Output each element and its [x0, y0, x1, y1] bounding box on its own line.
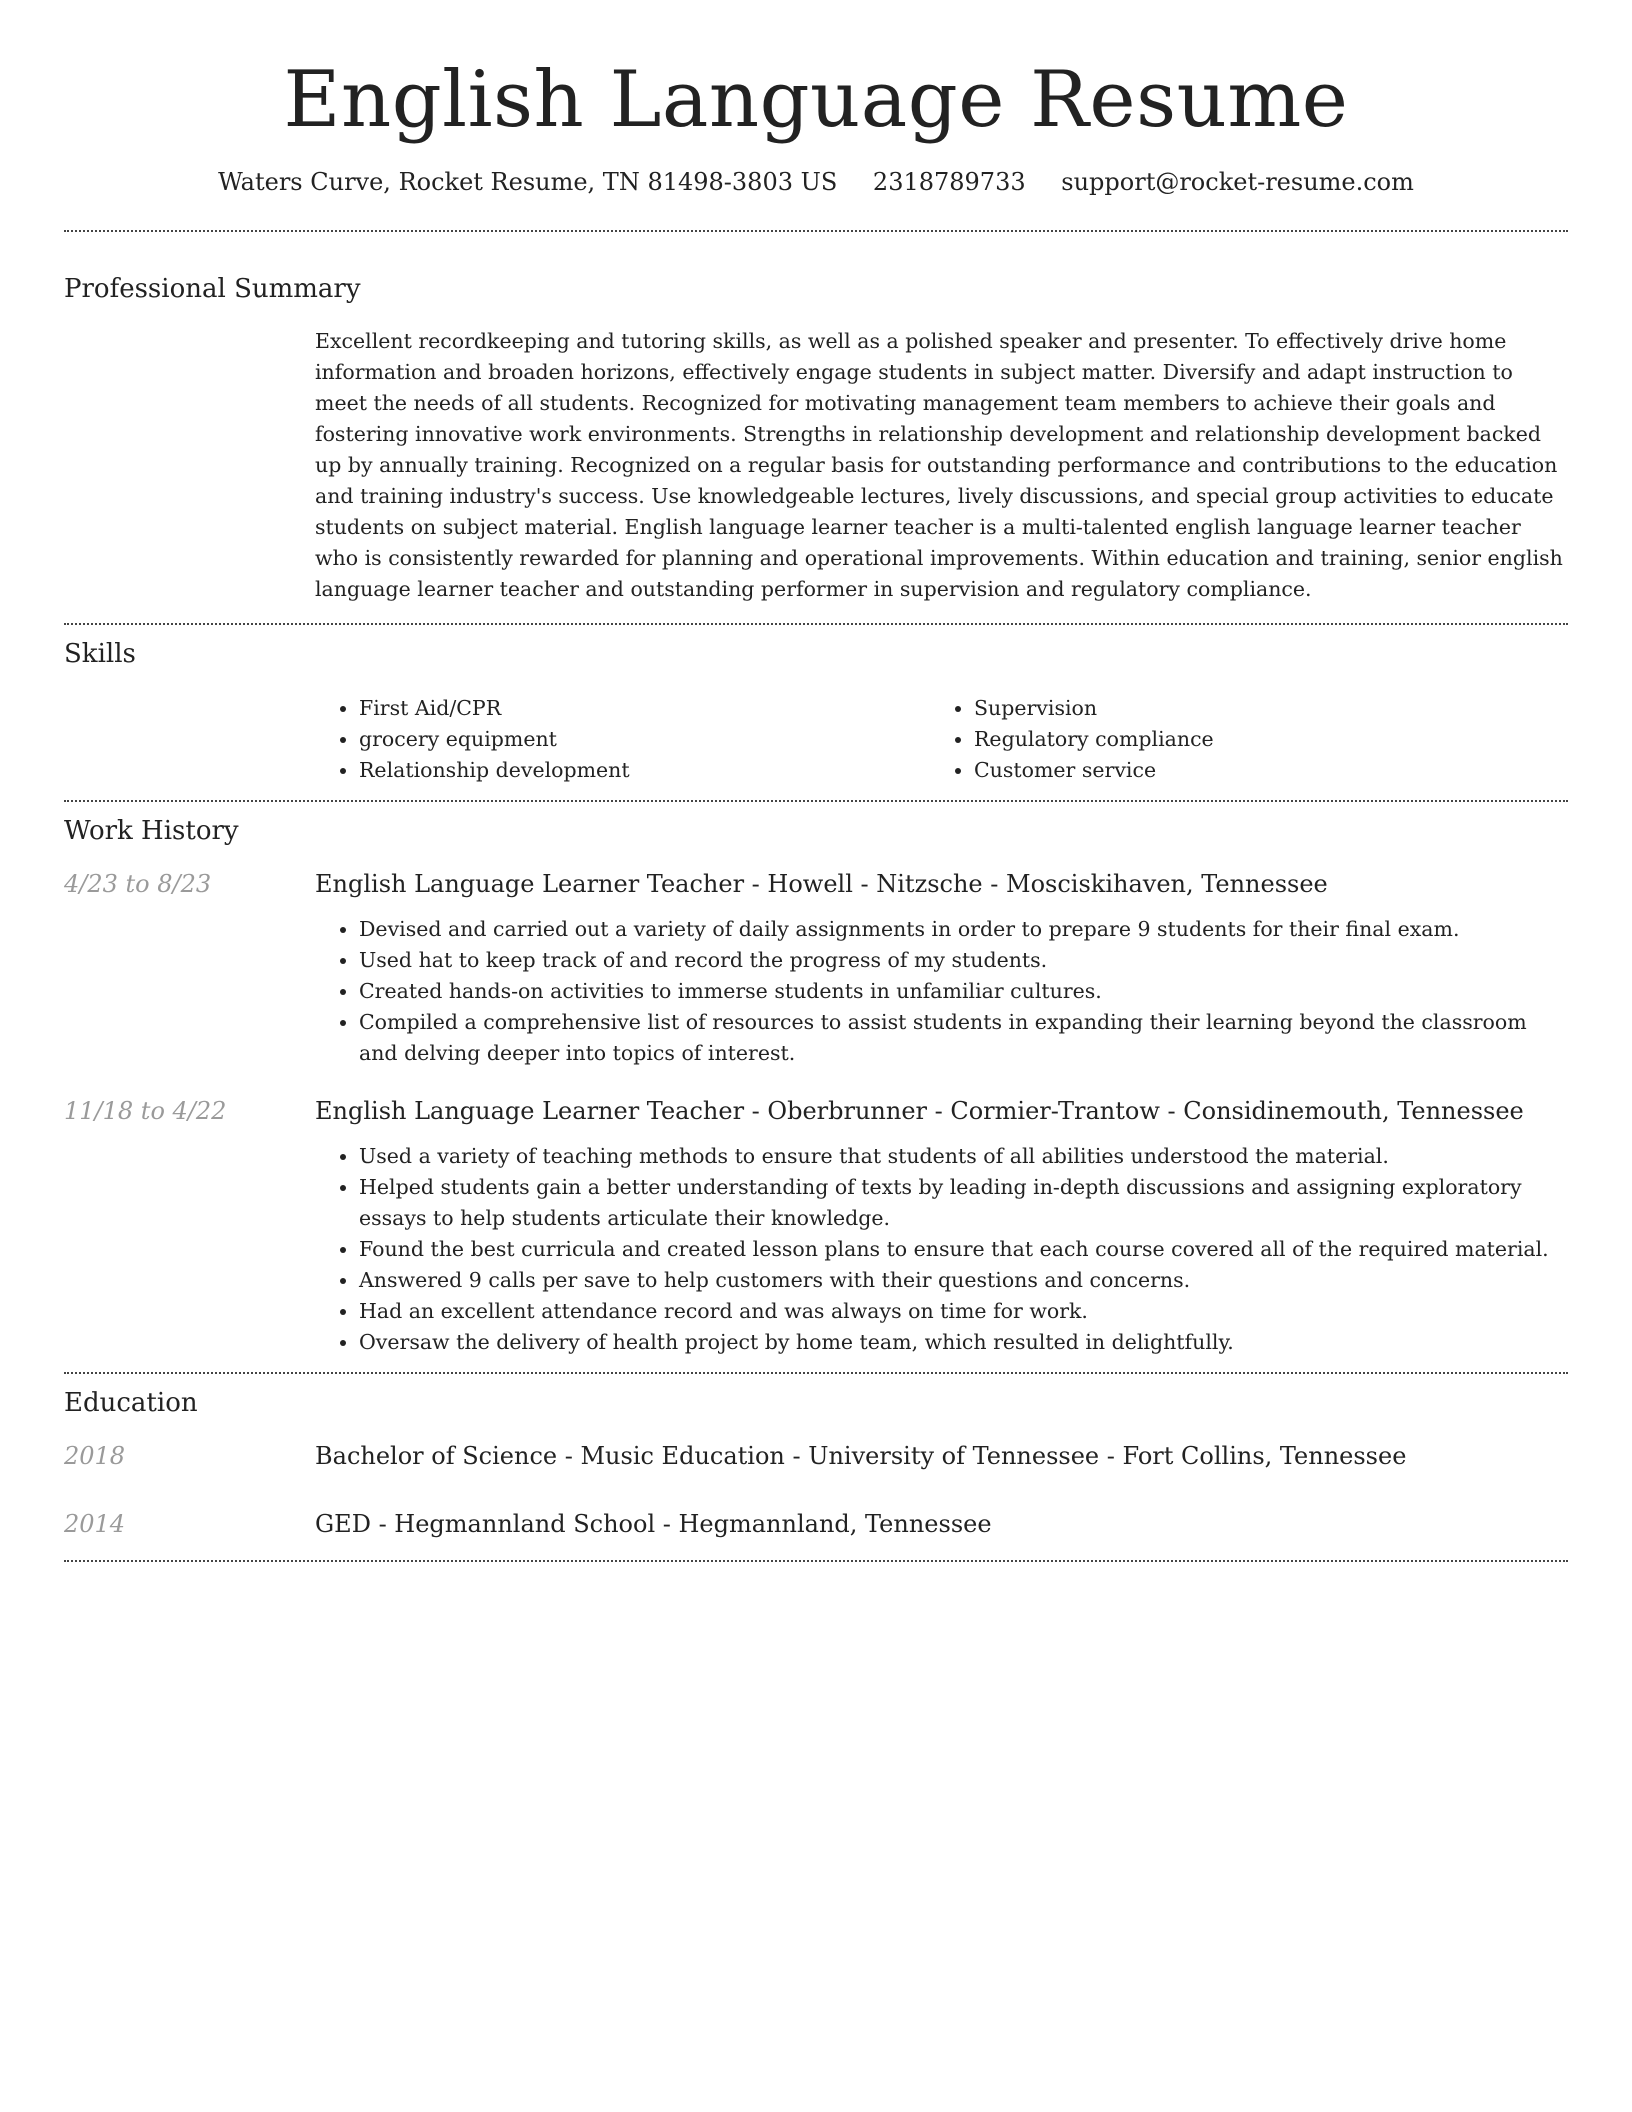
duty-item: • Oversaw the delivery of health project by home team, which resulted in delightfully.	[359, 1327, 1568, 1358]
divider	[64, 800, 1568, 802]
divider	[64, 623, 1568, 625]
skill-item: • Relationship development	[359, 755, 930, 786]
job-content	[315, 1095, 1568, 1358]
skills-column-left	[315, 693, 930, 786]
resume-name: English Language Resume	[283, 55, 1349, 145]
education-entry	[64, 1508, 1568, 1540]
job-title: English Language Learner Teacher - Howell - Nitzsche - Mosciskihaven, Tennessee	[315, 870, 1328, 898]
skills-heading: Skills	[64, 639, 136, 669]
contact-email: support@rocket-resume.com	[1061, 168, 1414, 196]
work-history-heading: Work History	[64, 816, 239, 846]
job-entry	[64, 868, 1568, 1069]
contact-line	[64, 166, 1568, 198]
duty-item: • Created hands-on activities to immerse students in unfamiliar cultures.	[359, 976, 1568, 1007]
duty-item: • Found the best curricula and created lesson plans to ensure that each course covered all of the required material.	[359, 1234, 1568, 1265]
education-year: 2018	[64, 1442, 126, 1470]
skill-item: • Customer service	[974, 755, 1545, 786]
skill-item: • grocery equipment	[359, 724, 930, 755]
skill-item: • Regulatory compliance	[974, 724, 1545, 755]
job-content	[315, 868, 1568, 1069]
job-duties	[315, 1141, 1568, 1358]
skills-column-right	[930, 693, 1545, 786]
duty-item: • Devised and carried out a variety of daily assignments in order to prepare 9 students for their final exam.	[359, 914, 1568, 945]
divider	[64, 230, 1568, 232]
job-dates: 4/23 to 8/23	[64, 870, 212, 898]
summary-text: Excellent recordkeeping and tutoring skills, as well as a polished speaker and presenter. To effectively drive home information and broaden horizons, effectively engage students in subject matter. Diversify and adapt instruction to meet the needs of all students. Recognized for motivating management team members to achieve their goals and fostering innovative work environments. Strengths in relationship development and relationship development backed up by annually training. Recognized on a regular basis for outstanding performance and contributions to the education and training industry's success. Use knowledgeable lectures, lively discussions, and special group activities to educate students on subject material. English language learner teacher is a multi-talented english language learner teacher who is consistently rewarded for planning and operational improvements. Within education and training, senior english language learner teacher and outstanding performer in supervision and regulatory compliance.	[315, 329, 1563, 601]
contact-address: Waters Curve, Rocket Resume, TN 81498-3803 US	[218, 168, 838, 196]
job-duties	[315, 914, 1568, 1069]
job-dates: 11/18 to 4/22	[64, 1097, 227, 1125]
contact-phone: 2318789733	[872, 168, 1026, 196]
skill-item: • Supervision	[974, 693, 1545, 724]
duty-item: • Used hat to keep track of and record the progress of my students.	[359, 945, 1568, 976]
education-entry	[64, 1440, 1568, 1472]
divider	[64, 1560, 1568, 1562]
education-content	[315, 1508, 1568, 1540]
summary-heading: Professional Summary	[64, 274, 361, 304]
duty-item: • Answered 9 calls per save to help customers with their questions and concerns.	[359, 1265, 1568, 1296]
education-content	[315, 1440, 1568, 1472]
divider	[64, 1372, 1568, 1374]
duty-item: • Had an excellent attendance record and was always on time for work.	[359, 1296, 1568, 1327]
education-heading: Education	[64, 1388, 198, 1418]
job-title: English Language Learner Teacher - Oberbrunner - Cormier-Trantow - Considinemouth, Tennessee	[315, 1097, 1524, 1125]
skill-item: • First Aid/CPR	[359, 693, 930, 724]
job-entry	[64, 1095, 1568, 1358]
duty-item: • Compiled a comprehensive list of resources to assist students in expanding their learning beyond the classroom and delving deeper into topics of interest.	[359, 1007, 1568, 1069]
duty-item: • Helped students gain a better understanding of texts by leading in-depth discussions and assigning exploratory essays to help students articulate their knowledge.	[359, 1172, 1568, 1234]
education-title: GED - Hegmannland School - Hegmannland, Tennessee	[315, 1510, 992, 1538]
education-year: 2014	[64, 1510, 126, 1538]
duty-item: • Used a variety of teaching methods to ensure that students of all abilities understood the material.	[359, 1141, 1568, 1172]
education-title: Bachelor of Science - Music Education - University of Tennessee - Fort Collins, Tennessee	[315, 1442, 1407, 1470]
resume-header	[64, 0, 1568, 198]
skills-list	[315, 693, 1568, 786]
